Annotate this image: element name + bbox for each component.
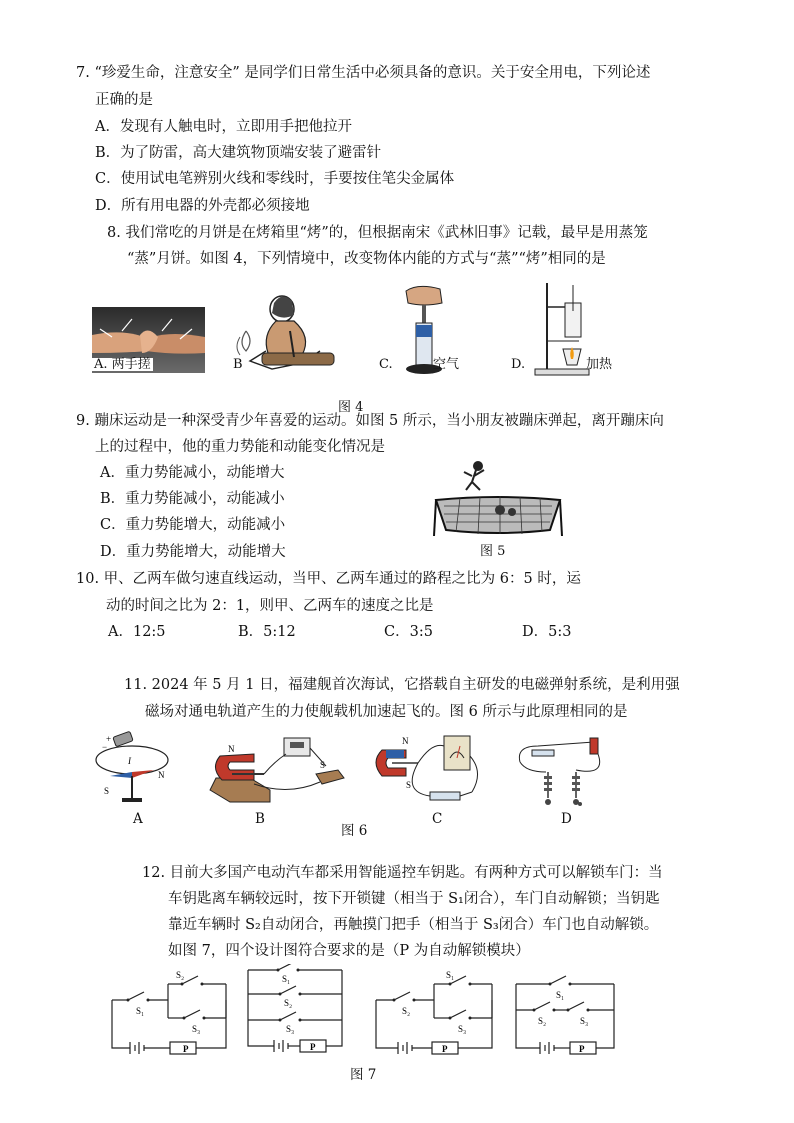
figure7-s1: S₁	[556, 990, 565, 1000]
figure7-s3: S₃	[580, 1016, 589, 1026]
svg-text:N: N	[158, 770, 165, 780]
figure7-module-p: P	[579, 1044, 585, 1054]
figure6-label-b: B	[255, 811, 265, 827]
svg-text:S: S	[406, 780, 412, 790]
figure5-caption: 图 5	[480, 544, 506, 559]
figure7-s3: S₃	[458, 1024, 467, 1034]
svg-text:+: +	[106, 734, 112, 744]
figure7-circuit-1	[108, 970, 230, 1056]
svg-text:S: S	[104, 786, 110, 796]
figure6-a-compass-wire	[92, 730, 172, 806]
q7-option-c: C．使用试电笔辨别火线和零线时，手要按住笔尖金属体	[95, 171, 455, 187]
q9-stem-line1: 9. 蹦床运动是一种深受青少年喜爱的运动。如图 5 所示，当小朋友被蹦床弹起，离开蹦床向	[76, 413, 664, 429]
figure4-label-c: C.	[379, 357, 393, 372]
figure7-module-p: P	[183, 1044, 189, 1054]
svg-text:N: N	[228, 744, 235, 754]
figure7-caption: 图 7	[350, 1067, 377, 1083]
figure4-label-d: D.	[511, 357, 526, 372]
figure7-module-p: P	[442, 1044, 448, 1054]
figure5-trampoline	[430, 456, 566, 540]
figure7-s3: S₃	[286, 1024, 295, 1034]
q8-stem-line2: “蒸”月饼。如图 4，下列情境中，改变物体内能的方式与“蒸”“烤”相同的是	[127, 251, 606, 267]
svg-text:N: N	[402, 736, 409, 746]
figure4-label-d-text: 加热	[586, 357, 613, 372]
figure7-module-p: P	[310, 1042, 316, 1052]
q8-stem-line1: 8. 我们常吃的月饼是在烤箱里“烤”的，但根据南宋《武林旧事》记载，最早是用蒸笼	[107, 225, 648, 241]
q10-option-d: D．5:3	[522, 624, 572, 640]
q12-stem-line4: 如图 7，四个设计图符合要求的是（P 为自动解锁模块）	[168, 943, 530, 959]
figure7-s2: S₂	[538, 1016, 547, 1026]
q9-option-a: A．重力势能减小，动能增大	[100, 465, 285, 481]
q7-option-a: A．发现有人触电时，立即用手把他拉开	[95, 119, 352, 135]
q10-option-a: A．12:5	[108, 624, 166, 640]
q12-stem-line2: 车钥匙离车辆较远时，按下开锁键（相当于 S₁闭合），车门自动解锁；当钥匙	[168, 891, 660, 907]
figure4-drilling-fire	[232, 291, 338, 375]
figure4-heating-apparatus	[533, 281, 591, 377]
figure7-s2: S₂	[402, 1006, 411, 1016]
figure7-s1: S₁	[446, 970, 455, 980]
figure7-circuit-4	[512, 966, 618, 1056]
svg-text:I: I	[128, 756, 131, 766]
figure7-s3: S₃	[192, 1024, 201, 1034]
q10-stem-line1: 10. 甲、乙两车做匀速直线运动，当甲、乙两车通过的路程之比为 6：5 时，运	[76, 571, 581, 587]
q9-stem-line2: 上的过程中，他的重力势能和动能变化情况是	[95, 439, 385, 455]
q11-stem-line2: 磁场对通电轨道产生的力使舰载机加速起飞的。图 6 所示与此原理相同的是	[145, 704, 628, 720]
figure6-label-a: A	[133, 811, 143, 827]
figure7-s2: S₂	[176, 970, 185, 980]
svg-text:−: −	[102, 742, 108, 752]
q7-option-d: D．所有用电器的外壳都必须接地	[95, 198, 310, 214]
q10-option-c: C．3:5	[384, 624, 433, 640]
figure6-label-d: D	[561, 811, 572, 827]
figure7-s1: S₁	[136, 1006, 145, 1016]
figure4-caption: 图 4	[338, 400, 364, 415]
q7-option-b: B．为了防雷，高大建筑物顶端安装了避雷针	[95, 145, 382, 161]
q9-option-c: C．重力势能增大，动能减小	[100, 517, 286, 533]
figure6-label-c: C	[432, 811, 443, 827]
figure6-d-electromagnets	[516, 736, 604, 808]
q7-stem-line2: 正确的是	[95, 92, 153, 108]
figure7-s2: S₂	[284, 998, 293, 1008]
q7-stem-line1: 7. “珍爱生命，注意安全” 是同学们日常生活中必须具备的意识。关于安全用电，下列论述	[76, 65, 651, 81]
figure7-circuit-2	[244, 964, 346, 1056]
figure7-circuit-3	[372, 970, 496, 1056]
figure4-label-a: A. 两手搓	[94, 357, 151, 372]
q9-option-d: D．重力势能增大，动能增大	[100, 544, 286, 560]
q12-stem-line1: 12. 目前大多国产电动汽车都采用智能遥控车钥匙。有两种方式可以解锁车门：当	[142, 865, 663, 881]
q9-option-b: B．重力势能减小，动能减小	[100, 491, 285, 507]
q10-stem-line2: 动的时间之比为 2：1，则甲、乙两车的速度之比是	[106, 598, 434, 614]
figure6-b-magnet-rail	[208, 734, 350, 804]
figure6-c-magnet-galvanometer	[372, 732, 492, 808]
figure6-caption: 图 6	[341, 823, 368, 839]
svg-text:S: S	[320, 760, 326, 770]
figure4-label-c-text: 空气	[433, 357, 460, 372]
q10-option-b: B．5:12	[238, 624, 296, 640]
figure7-s1: S₁	[282, 974, 291, 984]
q11-stem-line1: 11. 2024 年 5 月 1 日，福建舰首次海试，它搭载自主研发的电磁弹射系统，是利用强	[124, 677, 680, 693]
q12-stem-line3: 靠近车辆时 S₂自动闭合，再触摸门把手（相当于 S₃闭合）车门也自动解锁。	[168, 917, 659, 933]
figure4-label-b: B	[233, 357, 243, 372]
